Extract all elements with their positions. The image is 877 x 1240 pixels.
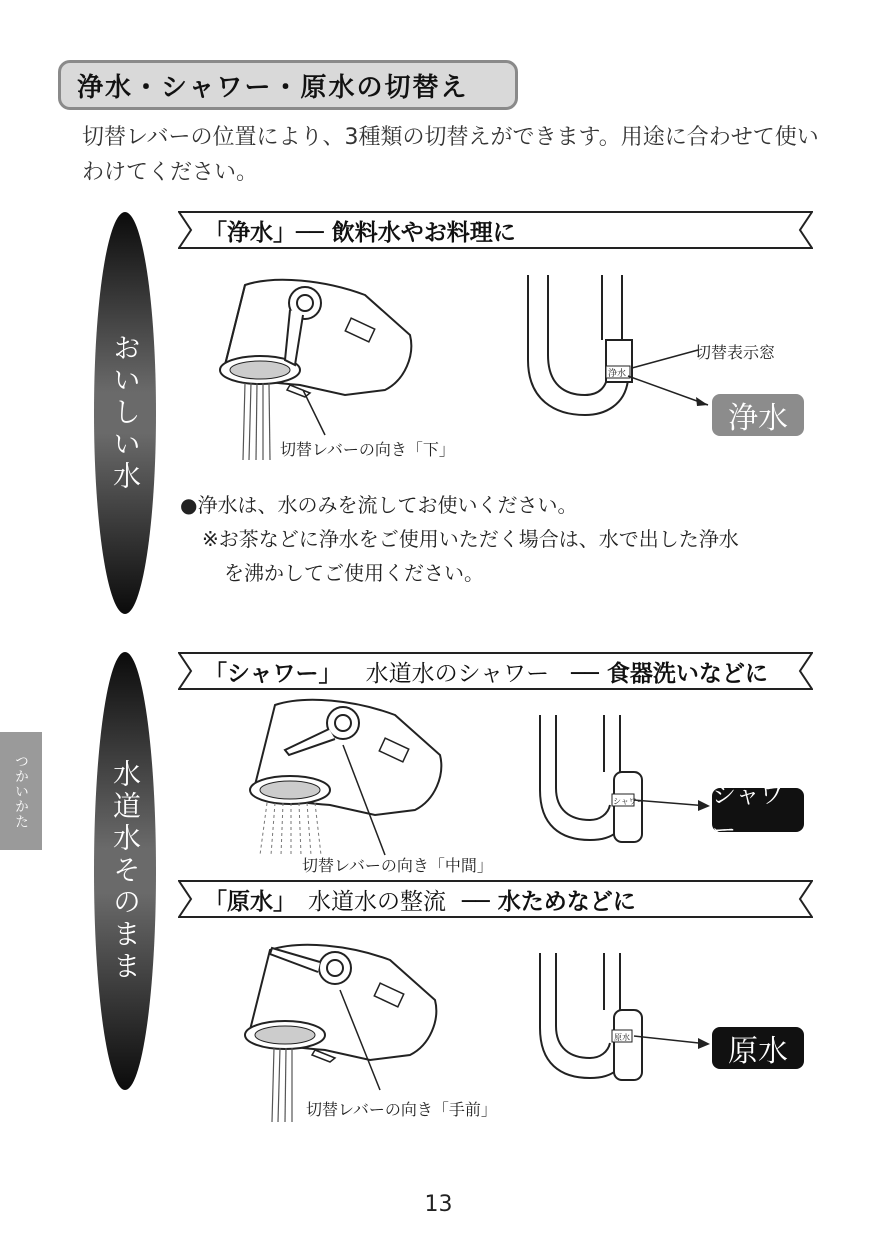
note-tea: ※お茶などに浄水をご使用いただく場合は、水で出した浄水	[202, 527, 739, 551]
faucet-head-illustration	[245, 695, 445, 860]
section-title: 浄水・シャワー・原水の切替え	[58, 60, 518, 110]
banner-text: 「浄水」── 飲料水やお料理に	[204, 220, 516, 246]
banner-normal: 水道水の整流	[308, 889, 447, 915]
side-tab: つかいかた	[0, 732, 42, 850]
banner-shower	[178, 652, 813, 690]
window-text: 原水	[614, 1033, 630, 1042]
page-number: 13	[424, 1192, 453, 1217]
mode-badge-raw: 原水	[712, 1027, 804, 1069]
lever-caption: 切替レバーの向き「下」	[280, 440, 455, 459]
lever-caption: 切替レバーの向き「手前」	[306, 1100, 497, 1119]
category-pill-bottom	[94, 652, 156, 1090]
pill-label: 水道水そのまま	[109, 759, 142, 983]
lever-caption: 切替レバーの向き「中間」	[302, 856, 493, 875]
banner-bold: 「原水」	[204, 889, 296, 915]
banner-normal: 水道水のシャワー	[365, 661, 550, 687]
pill-label: おいしい水	[109, 333, 142, 493]
window-text: シャワー	[613, 797, 645, 806]
faucet-body-illustration	[520, 948, 720, 1088]
banner-bold-2: ── 水ためなどに	[462, 889, 636, 915]
intro-text: 切替レバーの位置により、3種類の切替えができます。用途に合わせて使いわけてください。	[82, 125, 819, 185]
banner-bold-2: ── 食器洗いなどに	[571, 661, 768, 687]
banner-purified	[178, 211, 813, 249]
faucet-body-illustration	[520, 710, 720, 850]
window-text: 浄水	[608, 369, 627, 379]
mode-badge-shower: シャワー	[712, 788, 804, 832]
banner-text	[204, 655, 768, 688]
window-label: 切替表示窓	[695, 343, 776, 362]
note-main: ●浄水は、水のみを流してお使いください。	[180, 493, 578, 517]
category-pill-top	[94, 212, 156, 614]
note-tea-cont: を沸かしてご使用ください。	[224, 561, 484, 585]
mode-badge-purified: 浄水	[712, 394, 804, 436]
banner-bold: 「シャワー」	[204, 661, 342, 687]
banner-raw	[178, 880, 813, 918]
banner-text	[204, 883, 636, 916]
